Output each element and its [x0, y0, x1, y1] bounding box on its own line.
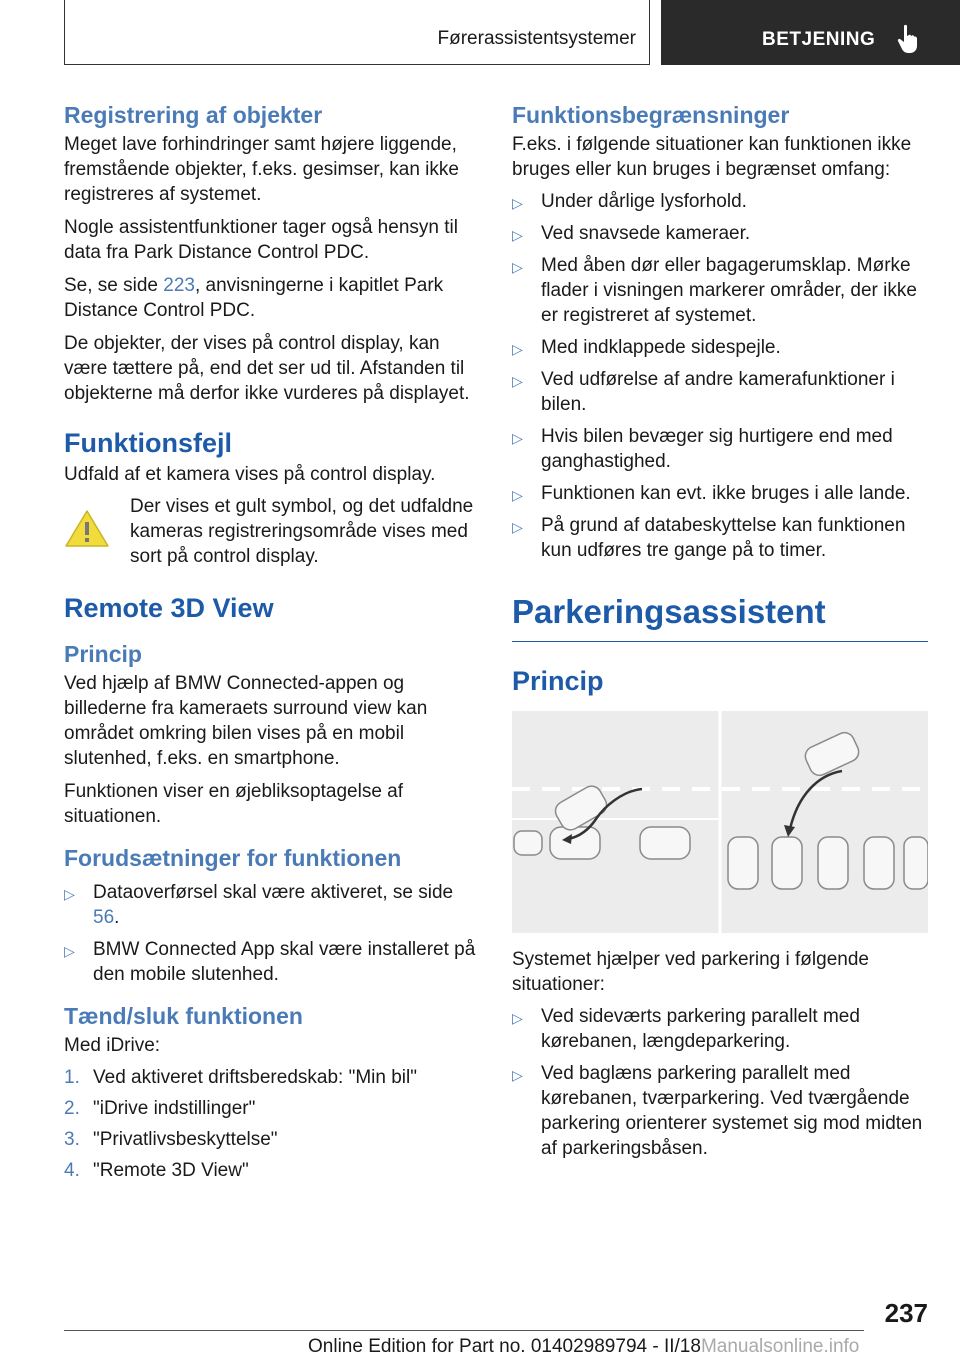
left-column [64, 100, 484, 1183]
header-border-right [649, 0, 650, 65]
bullet-triangle-icon: ▷ [512, 373, 523, 389]
list-item: ▷ Funktionen kan evt. ikke bruges i alle lande. [512, 481, 928, 506]
list-item: ▷ Ved snavsede kameraer. [512, 221, 928, 246]
heading-remote-3d-view: Remote 3D View [64, 593, 274, 623]
list-item: ▷ Med åben dør eller bagagerumsklap. Mørke flader i visningen markerer områder, der ikke er registreret af systemet. [512, 255, 917, 326]
bullet-triangle-icon: ▷ [512, 195, 523, 211]
warning-text: Der vises et gult symbol, og det udfaldne kameras registreringsområde vises med sort på control display. [130, 496, 474, 567]
bullet-triangle-icon: ▷ [512, 227, 523, 243]
bullet-list [64, 880, 484, 987]
warning-note [64, 494, 484, 569]
paragraph: F.eks. i følgende situationer kan funktionen ikke bruges eller kun bruges i begrænset omfang: [512, 134, 912, 180]
numbered-list [64, 1065, 484, 1183]
bullet-triangle-icon: ▷ [512, 259, 523, 275]
paragraph: Funktionen viser en øjebliksoptagelse af situationen. [64, 781, 404, 827]
paragraph: Se, se side 223, anvisningerne i kapitlet Park Distance Control PDC. [64, 275, 444, 321]
hand-pointer-icon [897, 24, 919, 54]
list-item: ▷ Ved udførelse af andre kamerafunktioner i bilen. [512, 369, 895, 415]
page-link[interactable]: 223 [163, 275, 195, 296]
bullet-list [512, 1004, 928, 1161]
heading-rule [512, 641, 928, 642]
page-link[interactable]: 56 [93, 907, 115, 928]
bullet-triangle-icon: ▷ [512, 1067, 523, 1083]
bullet-triangle-icon: ▷ [64, 886, 75, 902]
paragraph: Ved hjælp af BMW Connected-appen og billederne fra kameraets surround view kan området omkring bilen vises på en mobil slutenhed, f.eks. en smartphone. [64, 673, 428, 769]
header-border-bottom [64, 64, 650, 65]
paragraph: De objekter, der vises på control display, kan være tættere på, end det ser ud til. Afstanden til objekterne må derfor ikke vurderes på displayet. [64, 333, 470, 404]
right-column [512, 100, 928, 1161]
heading-taend-sluk: Tænd/sluk funktionen [64, 1003, 303, 1029]
heading-funktionsfejl: Funktionsfejl [64, 428, 232, 458]
footer-watermark: Manualsonline.info [700, 1336, 860, 1357]
paragraph: Nogle assistentfunktioner tager også hensyn til data fra Park Distance Control PDC. [64, 217, 458, 263]
bullet-triangle-icon: ▷ [512, 341, 523, 357]
parking-diagram [512, 711, 928, 933]
list-item: ▷ Hvis bilen bevæger sig hurtigere end med ganghastighed. [512, 426, 893, 472]
heading-princip: Princip [512, 666, 604, 696]
paragraph: Udfald af et kamera vises på control display. [64, 464, 436, 485]
footer-edition: Online Edition for Part no. 01402989794 - II/18Manualsonline.info [308, 1336, 860, 1357]
chapter-tab[interactable] [661, 0, 960, 65]
heading-forudsaetninger: Forudsætninger for funktionen [64, 845, 402, 871]
bullet-triangle-icon: ▷ [512, 487, 523, 503]
list-item: ▷ Ved sideværts parkering parallelt med kørebanen, længdeparkering. [512, 1006, 860, 1052]
heading-parkeringsassistent: Parkeringsassistent [512, 593, 826, 630]
parking-illustration [512, 711, 928, 933]
list-item: ▷ Under dårlige lysforhold. [512, 189, 928, 214]
section-title: Førerassistentsystemer [437, 28, 636, 49]
list-item: ▷ BMW Connected App skal være installeret på den mobile slutenhed. [64, 939, 476, 985]
paragraph: Systemet hjælper ved parkering i følgende situationer: [512, 949, 869, 995]
list-item: ▷ Ved baglæns parkering parallelt med kørebanen, tværparkering. Ved tværgående parkering orienterer systemet sig mod midten af parkeringsbåsen. [512, 1063, 923, 1159]
list-item: 4. "Remote 3D View" [64, 1160, 249, 1181]
list-item: 1. Ved aktiveret driftsberedskab: "Min bil" [64, 1067, 417, 1088]
paragraph: Meget lave forhindringer samt højere liggende, fremstående objekter, f.eks. gesimser, kan ikke registreres af systemet. [64, 134, 459, 205]
bullet-triangle-icon: ▷ [512, 519, 523, 535]
heading-registrering: Registrering af objekter [64, 102, 323, 128]
paragraph: Med iDrive: [64, 1035, 161, 1056]
header-border-left [64, 0, 65, 65]
list-item: ▷ Dataoverførsel skal være aktiveret, se side 56. [64, 882, 454, 928]
list-item: ▷ Med indklappede sidespejle. [512, 335, 928, 360]
footer-rule [64, 1330, 864, 1331]
bullet-list [512, 189, 928, 563]
warning-triangle-icon [64, 508, 110, 548]
bullet-triangle-icon: ▷ [512, 430, 523, 446]
page-number: 237 [884, 1298, 928, 1328]
heading-princip: Princip [64, 641, 142, 667]
chapter-tab-label: BETJENING [762, 29, 876, 50]
heading-funktionsbegraensninger: Funktionsbegrænsninger [512, 102, 790, 128]
list-item: 3. "Privatlivsbeskyttelse" [64, 1129, 278, 1150]
list-item: 2. "iDrive indstillinger" [64, 1098, 256, 1119]
list-item: ▷ På grund af databeskyttelse kan funktionen kun udføres tre gange på to timer. [512, 515, 906, 561]
bullet-triangle-icon: ▷ [512, 1010, 523, 1026]
bullet-triangle-icon: ▷ [64, 943, 75, 959]
